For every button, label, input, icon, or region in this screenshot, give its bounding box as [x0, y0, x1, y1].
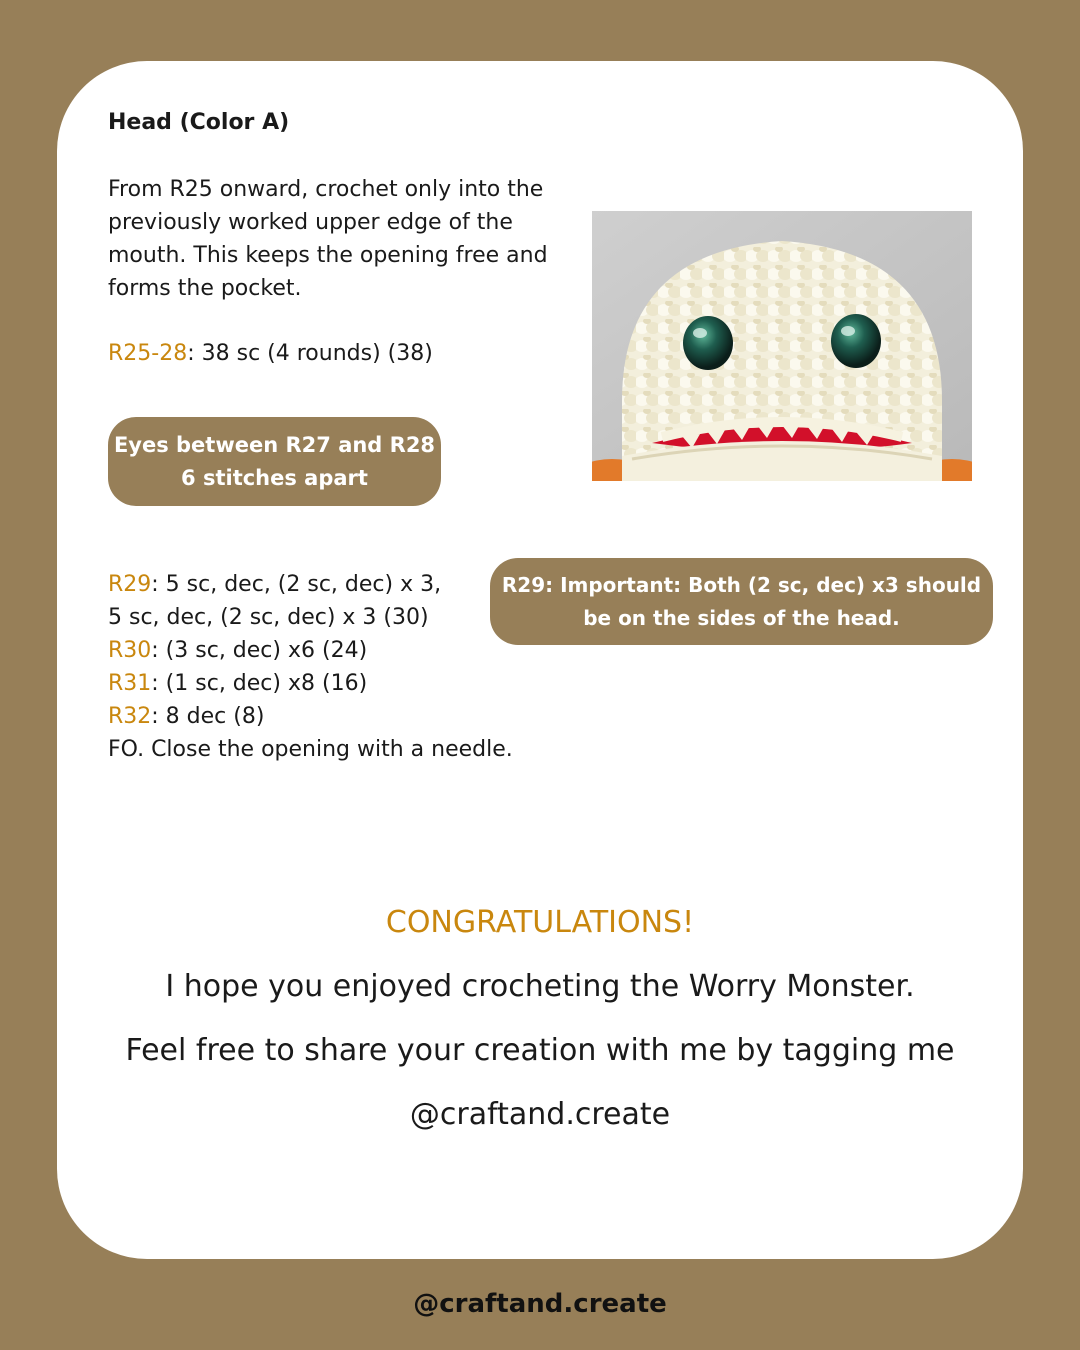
round-label: R32 — [108, 704, 152, 729]
monster-head-photo — [592, 211, 972, 481]
round-text: FO. Close the opening with a needle. — [108, 737, 513, 762]
round-25-28-line — [108, 337, 433, 370]
important-note-line1: R29: Important: Both (2 sc, dec) x3 should — [501, 572, 982, 597]
round-line — [108, 667, 513, 700]
eyes-note-line2: 6 stitches apart — [181, 465, 368, 490]
round-line — [108, 700, 513, 733]
important-note-badge — [490, 558, 993, 645]
round-text: : 5 sc, dec, (2 sc, dec) x 3, — [151, 572, 442, 597]
congrats-handle: @craftand.create — [409, 1097, 671, 1132]
round-line — [108, 568, 513, 601]
round-line — [108, 601, 513, 634]
round-text: : (3 sc, dec) x6 (24) — [151, 638, 368, 663]
round-line — [108, 733, 513, 766]
round-text: : 8 dec (8) — [151, 704, 265, 729]
footer-handle: @craftand.create — [413, 1289, 667, 1319]
round-line — [108, 634, 513, 667]
section-heading: Head (Color A) — [108, 110, 290, 135]
round-text: : 38 sc (4 rounds) (38) — [187, 341, 433, 366]
eyes-note-badge — [108, 417, 441, 506]
round-label: R29 — [108, 572, 152, 597]
congrats-line-1: I hope you enjoyed crocheting the Worry Monster. — [165, 969, 915, 1004]
round-label: R25-28 — [108, 341, 188, 366]
round-label: R30 — [108, 638, 152, 663]
congrats-title: CONGRATULATIONS! — [385, 905, 695, 940]
intro-paragraph: From R25 onward, crochet only into the previously worked upper edge of the mouth. This keeps the opening free and forms the pocket. — [108, 177, 548, 301]
congrats-line-2: Feel free to share your creation with me by tagging me — [125, 1033, 955, 1068]
eyes-note-line1: Eyes between R27 and R28 — [113, 432, 436, 457]
rounds-list — [108, 568, 513, 766]
round-text: 5 sc, dec, (2 sc, dec) x 3 (30) — [108, 605, 429, 630]
round-label: R31 — [108, 671, 152, 696]
round-text: : (1 sc, dec) x8 (16) — [151, 671, 368, 696]
important-note-line2: be on the sides of the head. — [583, 605, 900, 630]
